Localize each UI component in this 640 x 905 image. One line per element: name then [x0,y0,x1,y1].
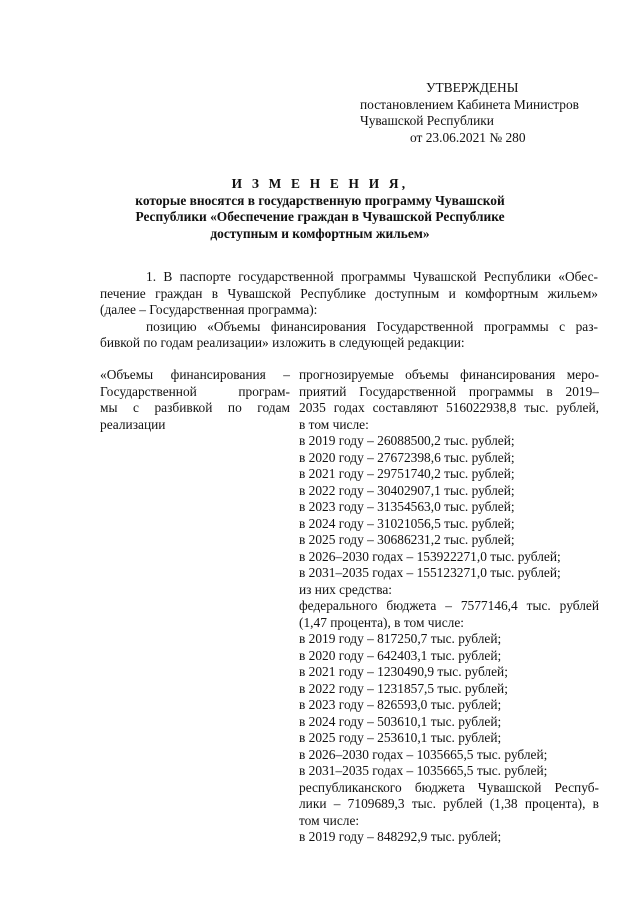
right-line-24: в 2026–2030 годах – 1035665,5 тыс. рублей; [299,746,548,762]
right-line-26: республиканского бюджета Чувашской Респуб- [299,779,599,795]
right-line-22: в 2024 году – 503610,1 тыс. рублей; [299,713,502,729]
intro-p2-line-1: позицию «Объемы финансирования Государственной программы с раз- [146,318,598,334]
right-line-5: в 2019 году – 26088500,2 тыс. рублей; [299,433,515,448]
right-line-21: в 2023 году – 826593,0 тыс. рублей; [299,697,502,712]
left-line-3: мы с разбивкой по годам [100,400,290,415]
right-line-27: лики – 7109689,3 тыс. рублей (1,38 процента), в [299,796,599,811]
right-line-20: в 2022 году – 1231857,5 тыс. рублей; [299,680,508,696]
right-line-11: в 2025 году – 30686231,2 тыс. рублей; [299,532,515,547]
intro-p2-line-2: бивкой по годам реализации» изложить в следующей редакции: [100,335,465,350]
right-line-14: из них средства: [299,581,393,597]
title-heading: И З М Е Н Е Н И Я, [231,176,409,191]
right-line-8: в 2022 году – 30402907,1 тыс. рублей; [299,482,515,498]
right-line-9: в 2023 году – 31354563,0 тыс. рублей; [299,499,515,514]
left-line-4: реализации [100,416,166,432]
right-line-16: (1,47 процента), в том числе: [299,614,464,630]
right-line-19: в 2021 году – 1230490,9 тыс. рублей; [299,664,508,679]
approval-line-4: от 23.06.2021 № 280 [410,129,526,145]
right-line-15: федерального бюджета – 7577146,4 тыс. рублей [299,598,599,613]
right-line-18: в 2020 году – 642403,1 тыс. рублей; [299,647,502,663]
approval-line-1: УТВЕРЖДЕНЫ [426,80,519,95]
right-line-10: в 2024 году – 31021056,5 тыс. рублей; [299,515,515,531]
right-line-29: в 2019 году – 848292,9 тыс. рублей; [299,829,502,844]
right-line-25: в 2031–2035 годах – 1035665,5 тыс. рублей; [299,763,548,778]
right-line-4: в том числе: [299,416,369,432]
right-line-28: том числе: [299,812,360,828]
intro-p1-line-2: печение граждан в Чувашской Республике доступным и комфортным жильем» [100,285,598,301]
table-left-column [100,367,290,433]
document-title [100,176,540,242]
approval-line-3: Чувашской Республики [360,113,494,128]
right-line-12: в 2026–2030 годах – 153922271,0 тыс. рублей; [299,548,561,564]
table-right-column [299,367,599,846]
right-line-1: прогнозируемые объемы финансирования меро- [299,367,599,382]
right-line-3: 2035 годах составляют 516022938,8 тыс. рублей, [299,400,599,415]
title-line-1: которые вносятся в государственную программу Чувашской [135,192,505,208]
left-line-2: Государственной програм- [100,383,290,399]
approval-stamp [360,80,620,146]
right-line-2: приятий Государственной программы в 2019– [299,383,599,399]
intro-p1-line-3: (далее – Государственная программа): [100,302,318,317]
left-line-1: «Объемы финансирования – [100,367,290,382]
intro-p1-line-1: 1. В паспорте государственной программы Чувашской Республики «Обес- [146,269,598,284]
title-line-3: доступным и комфортным жильем» [210,225,430,241]
intro-paragraphs [100,269,598,352]
right-line-13: в 2031–2035 годах – 155123271,0 тыс. рублей; [299,565,561,580]
right-line-17: в 2019 году – 817250,7 тыс. рублей; [299,631,502,646]
approval-line-2: постановлением Кабинета Министров [360,96,579,112]
right-line-7: в 2021 году – 29751740,2 тыс. рублей; [299,466,515,481]
title-line-2: Республики «Обеспечение граждан в Чувашской Республике [135,209,505,224]
right-line-23: в 2025 году – 253610,1 тыс. рублей; [299,730,502,745]
right-line-6: в 2020 году – 27672398,6 тыс. рублей; [299,449,515,465]
